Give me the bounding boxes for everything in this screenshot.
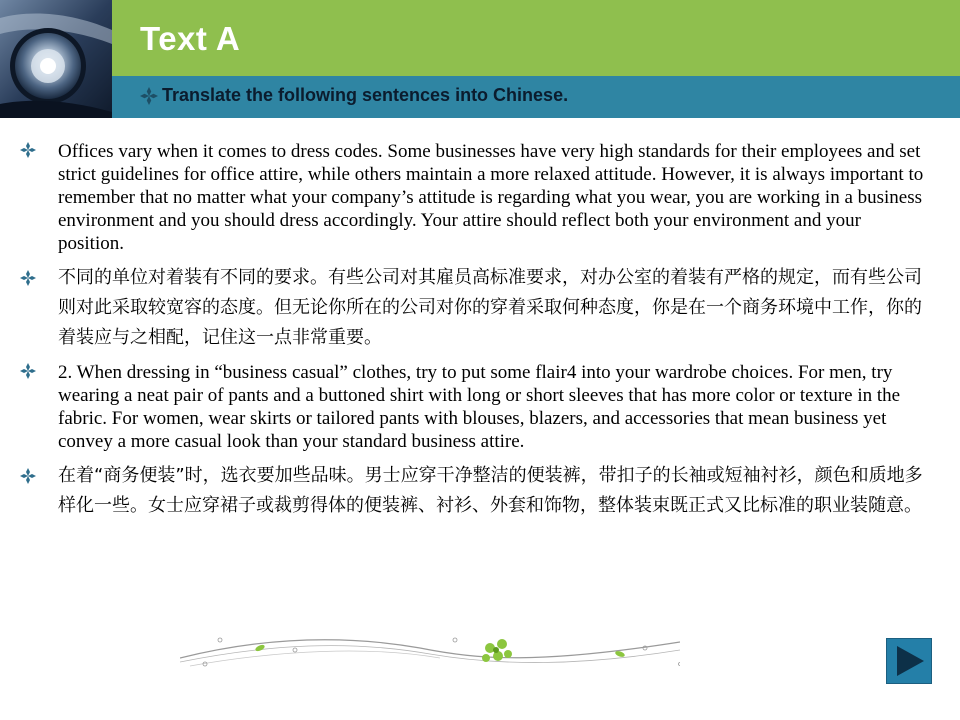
play-arrow-icon: [893, 644, 927, 678]
next-slide-button[interactable]: [886, 638, 932, 684]
diamond-bullet-icon: [20, 142, 36, 158]
title-bar: [112, 0, 960, 76]
paragraph-english-1: [20, 140, 925, 255]
car-headlight-image: [0, 0, 112, 118]
content-area: [20, 140, 925, 529]
paragraph-text: Offices vary when it comes to dress codes. Some businesses have very high standards for their employees and set strict guidelines for office attire, while others maintain a more relaxed attitude. However, it is always important to remember that no matter what your company’s attitude is regarding what you wear, you are working in a business environment and you should dress accordingly. Your attire should reflect both your environment and your position.: [58, 141, 924, 254]
diamond-bullet-icon: [140, 87, 158, 105]
paragraph-text: 在着“商务便装”时，选衣要加些品味。男士应穿干净整洁的便装裤，带扣子的长袖或短袖衬衫，颜色和质地多样化一些。女士应穿裙子或裁剪得体的便装裤、衬衫、外套和饰物，整体装束既正式又比标准的职业装随意。: [58, 465, 923, 516]
diamond-bullet-icon: [20, 363, 36, 379]
subtitle-bar: [112, 76, 960, 118]
paragraph-text: 不同的单位对着装有不同的要求。有些公司对其雇员高标准要求，对办公室的着装有严格的规定，而有些公司则对此采取较宽容的态度。但无论你所在的公司对你的穿着采取何种态度，你是在一个商务环境中工作，你的着装应与之相配，记住这一点非常重要。: [58, 267, 922, 348]
diamond-bullet-icon: [20, 468, 36, 484]
bullet-marker: [20, 263, 58, 286]
bullet-marker: [20, 461, 58, 484]
subtitle-text: Translate the following sentences into Chinese.: [162, 85, 569, 105]
paragraph-chinese-1: [20, 263, 925, 353]
paragraph-text: 2. When dressing in “business casual” clothes, try to put some flair4 into your wardrobe choices. For men, try wearing a neat pair of pants and a buttoned shirt with long or short sleeves that has more color or texture in the fabric. For women, wear skirts or tailored pants with blouses, blazers, and accessories that mean business yet convey a more casual look than your standard business attire.: [58, 362, 901, 452]
slide-title: Text A: [140, 20, 241, 57]
bullet-marker: [20, 140, 58, 158]
subtitle: [140, 85, 568, 106]
paragraph-english-2: [20, 361, 925, 453]
vine-decoration-icon: [180, 628, 680, 676]
paragraph-chinese-2: [20, 461, 925, 521]
diamond-bullet-icon: [20, 270, 36, 286]
bullet-marker: [20, 361, 58, 379]
